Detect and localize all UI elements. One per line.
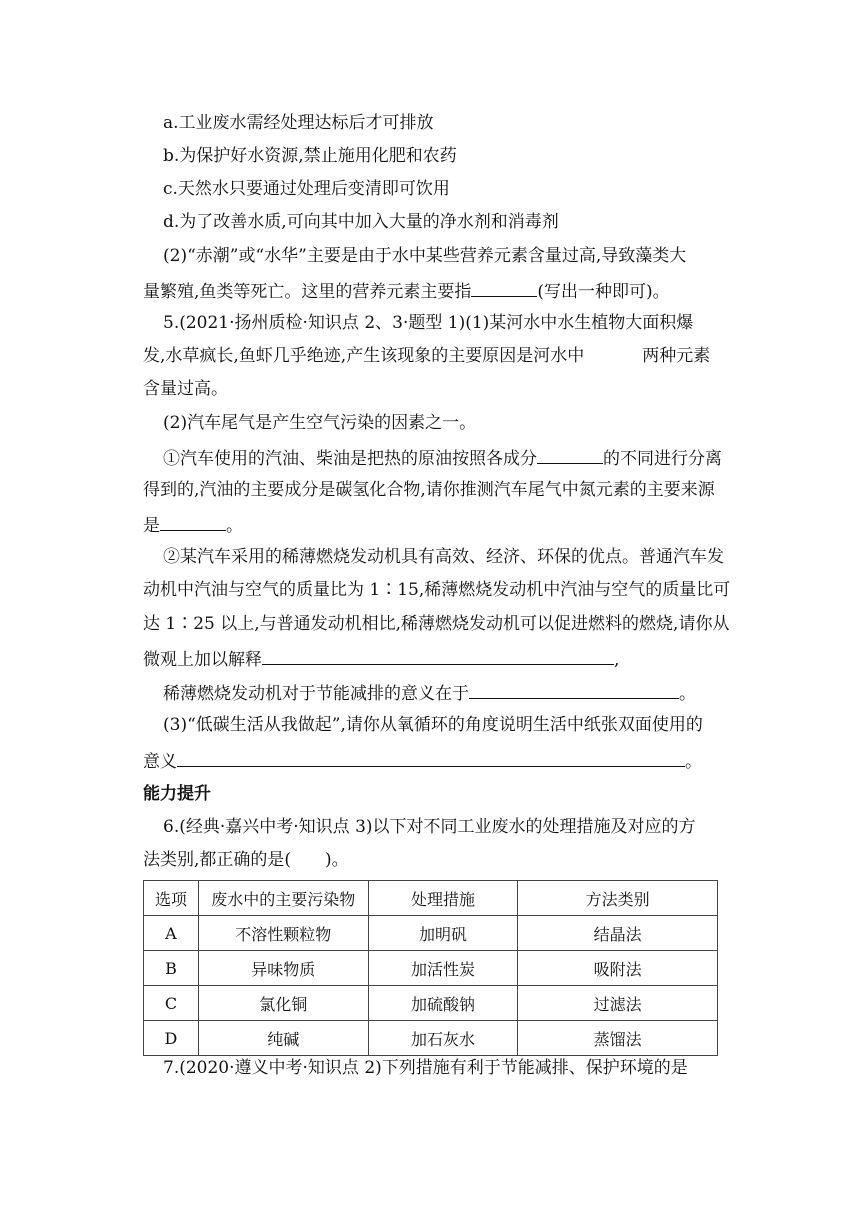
table-cell: A bbox=[144, 916, 199, 951]
q4-option-a: a.工业废水需经处理达标后才可排放 bbox=[163, 113, 434, 133]
answer-blank[interactable] bbox=[469, 680, 679, 699]
q5-c2-meaning: 稀薄燃烧发动机对于节能减排的意义在于 bbox=[163, 684, 469, 704]
q5-c1-shi: 是 bbox=[143, 516, 160, 536]
q5-part3-yiyi: 意义 bbox=[143, 752, 177, 772]
q5-c1-text: ①汽车使用的汽油、柴油是把热的原油按照各成分 bbox=[163, 449, 537, 469]
table-cell: C bbox=[144, 986, 199, 1021]
q4-option-c: c.天然水只要通过处理后变清即可饮用 bbox=[163, 179, 450, 199]
table-row bbox=[144, 916, 718, 951]
q5-part2: (2)汽车尾气是产生空气污染的因素之一。 bbox=[163, 413, 477, 433]
options-table bbox=[143, 880, 718, 1056]
table-cell: 加明矾 bbox=[368, 916, 518, 951]
q5-c1-end: 。 bbox=[226, 516, 243, 536]
answer-blank[interactable] bbox=[471, 278, 537, 297]
table-cell: 不溶性颗粒物 bbox=[198, 916, 368, 951]
table-cell: 吸附法 bbox=[518, 951, 718, 986]
answer-blank[interactable] bbox=[537, 445, 603, 464]
q5-c2-line4 bbox=[143, 646, 619, 671]
q5-part3-line1: (3)“低碳生活从我做起”,请你从氧循环的角度说明生活中纸张双面使用的 bbox=[163, 715, 703, 735]
q5-c1-line1 bbox=[163, 445, 722, 470]
q5-line3: 含量过高。 bbox=[143, 379, 228, 399]
table-cell: 过滤法 bbox=[518, 986, 718, 1021]
q5-line2 bbox=[143, 345, 710, 367]
q5-c2-explain: 微观上加以解释 bbox=[143, 650, 262, 670]
table-cell: D bbox=[144, 1021, 199, 1056]
table-cell: 加石灰水 bbox=[368, 1021, 518, 1056]
table-cell: 异味物质 bbox=[198, 951, 368, 986]
q4-part2-hint: (写出一种即可)。 bbox=[537, 282, 670, 302]
table-cell: 氯化铜 bbox=[198, 986, 368, 1021]
answer-blank[interactable] bbox=[262, 646, 614, 665]
q5-c2-line2: 动机中汽油与空气的质量比为 1∶15,稀薄燃烧发动机中汽油与空气的质量比可 bbox=[143, 580, 731, 600]
table-cell: B bbox=[144, 951, 199, 986]
q6-line2: 法类别,都正确的是( )。 bbox=[143, 850, 349, 870]
table-cell: 结晶法 bbox=[518, 916, 718, 951]
q5-c2-line1: ②某汽车采用的稀薄燃烧发动机具有高效、经济、环保的优点。普通汽车发 bbox=[163, 547, 724, 567]
q5-c1-tail: 的不同进行分离 bbox=[603, 449, 722, 469]
q5-c2-end: 。 bbox=[679, 684, 696, 704]
table-header: 选项 bbox=[144, 881, 199, 916]
q5-part3-line2 bbox=[143, 748, 702, 773]
table-header: 方法类别 bbox=[518, 881, 718, 916]
q5-c2-comma: , bbox=[614, 650, 620, 670]
q5-c1-line3 bbox=[143, 512, 243, 537]
table-cell: 加硫酸钠 bbox=[368, 986, 518, 1021]
q5-c2-line5 bbox=[163, 680, 696, 705]
answer-blank[interactable] bbox=[177, 748, 685, 767]
table-header: 处理措施 bbox=[368, 881, 518, 916]
q5-line2-tail: 两种元素 bbox=[642, 346, 711, 366]
q6-line1: 6.(经典·嘉兴中考·知识点 3)以下对不同工业废水的处理措施及对应的方 bbox=[163, 817, 696, 837]
q5-c2-line3: 达 1∶25 以上,与普通发动机相比,稀薄燃烧发动机可以促进燃料的燃烧,请你从 bbox=[143, 614, 730, 634]
table-row bbox=[144, 986, 718, 1021]
q5-part3-end: 。 bbox=[685, 752, 702, 772]
q5-line2-text: 发,水草疯长,鱼虾几乎绝迹,产生该现象的主要原因是河水中 bbox=[143, 346, 585, 366]
table-cell: 纯碱 bbox=[198, 1021, 368, 1056]
q4-part2-line2 bbox=[143, 278, 670, 303]
table-cell: 蒸馏法 bbox=[518, 1021, 718, 1056]
table-row bbox=[144, 951, 718, 986]
table-header: 废水中的主要污染物 bbox=[198, 881, 368, 916]
q4-option-b: b.为保护好水资源,禁止施用化肥和农药 bbox=[163, 146, 457, 166]
q5-line1: 5.(2021·扬州质检·知识点 2、3·题型 1)(1)某河水中水生植物大面积爆 bbox=[163, 313, 694, 333]
table-cell: 加活性炭 bbox=[368, 951, 518, 986]
q4-option-d: d.为了改善水质,可向其中加入大量的净水剂和消毒剂 bbox=[163, 212, 559, 232]
table-row bbox=[144, 1021, 718, 1056]
q4-part2-line1: (2)“赤潮”或“水华”主要是由于水中某些营养元素含量过高,导致藻类大 bbox=[163, 246, 687, 266]
q7-line1: 7.(2020·遵义中考·知识点 2)下列措施有利于节能减排、保护环境的是 bbox=[163, 1058, 688, 1078]
table-header-row bbox=[144, 881, 718, 916]
section-heading: 能力提升 bbox=[143, 784, 211, 804]
answer-blank[interactable] bbox=[160, 512, 226, 531]
q4-part2-text: 量繁殖,鱼类等死亡。这里的营养元素主要指 bbox=[143, 282, 472, 302]
q5-c1-line2: 得到的,汽油的主要成分是碳氢化合物,请你推测汽车尾气中氮元素的主要来源 bbox=[143, 480, 715, 500]
